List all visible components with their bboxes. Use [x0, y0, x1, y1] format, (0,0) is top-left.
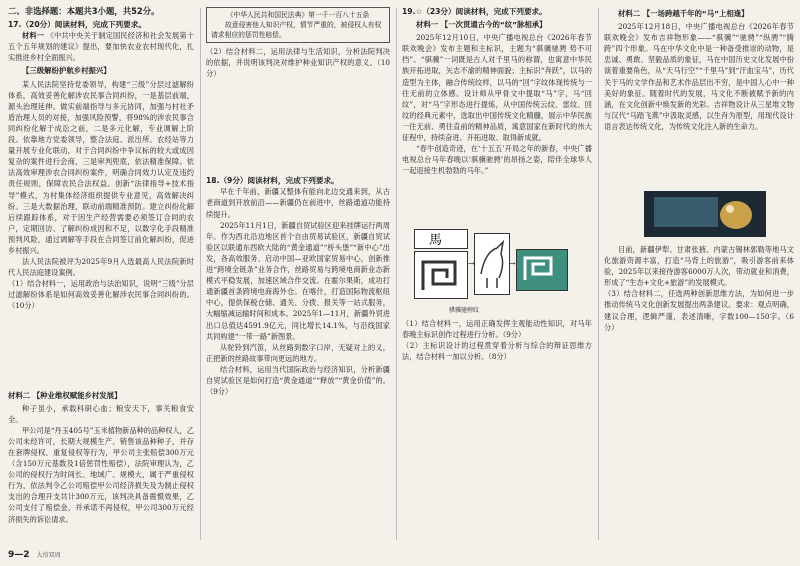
column-3-questions: [402, 318, 592, 362]
law-quote-box: 《中华人民共和国民法典》第一千一百八十五条 故意侵害他人知识产权，情节严重的，被侵权人有权请求相应的惩罚性赔偿。: [206, 7, 390, 43]
horse-sketch-image: [474, 233, 510, 295]
horse-sketch-icon: [475, 234, 509, 294]
q19-question-1: （1）结合材料一，运用正确发挥主观能动性知识，对马年春晚主标识创作过程进行分析。（9分）: [402, 319, 592, 340]
arrow-icon: →: [468, 259, 475, 268]
q17-question-1: （1）结合材料一，运用政治与法治知识，说明“三级”分层过滤解纷体系是如何高效妥善化解涉农民事合同纠纷的。（10分）: [8, 279, 194, 311]
q19-material2-body-2: 目前，新疆伊犁、甘肃张掖、内蒙古锡林郭勒等地马文化旅游资源丰富，打造“马背上的旅游”，吸引游客前来体验，2025年以来接待游客6000万人次，带动就业和消费，形成了“生态+文化+旅游”的发展模式。: [604, 245, 794, 288]
logo-mark-icon: [517, 250, 567, 290]
column-4-lower: [604, 244, 794, 333]
fret-pattern-icon: [415, 252, 467, 298]
q19-material1-title: 材料一 【一次贯通古今的“纹”脉相承】: [416, 20, 547, 30]
q17-material2-quote: 种子虽小，承载科研心血；粮安天下，事关粮食安全。: [8, 403, 194, 424]
mascot-photo: [644, 191, 766, 237]
horse-glyph-icon: [415, 230, 467, 248]
column-2: [206, 6, 390, 397]
column-4: [604, 6, 794, 132]
q19-stem: 19.☆（23分）阅读材料，完成下列要求。: [402, 7, 547, 16]
q17-material1-extra: 法人民法院被评为2025年9月入选最高人民法院新时代人民法庭建设案例。: [8, 257, 194, 278]
column-3: [402, 6, 592, 176]
figure-caption: 骐骥驰骋纹: [449, 307, 480, 314]
q19-material1-body-2: “春牛创造奇迹，在‘十五五’开局之年的新春，中央广播电视总台马年春晚以‘骐骥驰骋’的昂扬之姿，陪伴全球华人一起迎接生机勃勃的马年。”: [402, 144, 592, 176]
q18-body-1: 早在千年前，新疆又整体有能向北边交通来到，从古老商道到开放前沿——新疆仍在前进中，丝路通道功能持续提升。: [206, 187, 390, 219]
section-title: 二、非选择题：本题共3小题，共52分。: [8, 6, 160, 16]
q17-material2-title: 材料二 【种业维权赋能乡村发展】: [8, 390, 122, 400]
page-number: 9—2: [8, 550, 30, 560]
publication-label: 大信双周: [36, 552, 61, 559]
q19-material1-body-1: 2025年12月10日，中央广播电视总台《2026年春节联欢晚会》发布主题和主标识，主题为“骐骥驰骋 势不可挡”。“骐骥”一词既是古人对千里马的称谓，也寓意中华民族开拓进取，矢志不渝的精神面貌；主标识“奔跃”，以马的造型为主体，融合传统纹样，以马的“回”字纹体现传统与一往无前的立体感。设计师从甲骨文中提取“马”字，马“回纹”，对“马”字形态进行提炼，从中国传统云纹、雷纹、回纹的经典元素中，选取出中国传统文化精髓，展示中华民族一往无前、勇往直前的精神品质，寓意国家在新时代的伟大征程中，持续奋进、开拓进取、取得新成就。: [402, 33, 592, 143]
q19-question-3: （3）结合材料二，任选两种创新思维方法，为如何进一步推动传统马文化创新发展提出两条建议。要求：观点明确，建议合理，逻辑严谨，表述清晰，字数100—150字。（6分）: [604, 289, 794, 332]
q17-question-2: （2）结合材料二，运用法律与生活知识，分析法院判决的依据，并说明该判决对维护种业知识产权的意义。（10分）: [206, 47, 390, 79]
svg-text:馬: 馬: [429, 233, 443, 248]
q17-material1-head: 材料一: [22, 31, 45, 41]
q17-material2-body: 甲公司是“丹玉405号”玉米植物新品种的品种权人，乙公司未经许可，长期大规模生产、销售该品种种子，并存在套牌侵权、重复侵权等行为，甲公司主张赔偿300万元（含150万元基数及1倍惩罚性赔偿），法院审理认为，乙公司的侵权行为时间长、地域广、规模大，属于严重侵权行为，依法判令乙公司赔偿甲公司经济损失及为制止侵权支出的合理开支共计300万元，该判决具备震慑效果，乙公司支付了赔偿金，并承诺不再侵权，甲公司300万元经济损失的诉讼请求。: [8, 425, 195, 524]
q17-material1-body: 某人民法院坚持党委领导，构建“三级”分层过滤解纷体系，高效妥善化解涉农民事合同纠纷，一是基层前端，源头治理延伸。做实前端指导与多元协同，加强与村社矛盾治理人员的对接，加强风险预警，将98%的涉农民事合同纠纷化解于成讼之前，二是多元化解，专业调解上阶段。依靠地方党委领导，整合法庭、派出所、农经站等力量开展专业化联动，对于合同纠纷中争议标的较大或成因复杂的案件进行会商，三是审判兜底，依法精准保障。依法高效审理涉农合同纠纷案件，明确合同效力认定及违约责任规则，保障农民合法权益。创新“法律指导+技术指导”模式，为村集体经济组织提供专业意见，高效解决纠纷。三是大数据治理，联动前端精准预防。建立纠纷化解后续跟踪体系，对于因生产经营需要必须签订合同的农户，定期回访、了解纠纷成因和不足，以数字化手段精准预判风险，通过调解等手段在合同签订前化解纠纷，促进乡村振兴。: [8, 79, 194, 255]
q18-stem: 18.（9分）阅读材料，完成下列要求。: [206, 176, 339, 186]
mascot-image-icon: [644, 191, 766, 237]
q18-body-3: 从驼铃到汽笛，从丝路到数字口岸，无疑对上的义，正把新的丝路故事带向更远的地方。: [206, 342, 390, 363]
page-footer: [8, 550, 61, 560]
q17-stem: 17.（20分）阅读材料，完成下列要求。: [8, 20, 146, 30]
column-1: [8, 6, 194, 525]
q19-question-2: （2）主标识设计的过程贯穿着分析与综合的辩证思维方法，结合材料一加以分析。（8分）: [402, 341, 592, 362]
q17-material1-intro: 材料一 《中共中央关于制定国民经济和社会发展第十五个五年规划的建议》提出，要加快农业农村现代化，扎实推进乡村全面振兴。: [8, 31, 194, 63]
oracle-bone-horse-image: [414, 229, 468, 249]
q19-material2-body-1: 2025年12月18日，中央广播电视总台《2026年春节联欢晚会》发布吉祥物形象——“骐骥”“驰骋”“纵骋”“腾跨”四个形象。马在中华文化中是一种备受推崇的动物，是忠诚、勇敢、坚毅品质的象征，马在中国历史文化发展中扮演着重要角色，从“天马行空”“千里马”到“汗血宝马”，历代关于马的文学作品和艺术作品层出不穷，是中国人心中一种美好的象征。随着时代的发展，马文化不断被赋予新的内涵，在文化创新中焕发新的光彩。吉祥物设计从三星堆文物与汉代“马踏飞燕”中汲取灵感，以生肖为原型，用现代设计语言表达传统文化，为传统文化注入新的生命力。: [604, 22, 794, 131]
pattern-image: [414, 251, 468, 299]
final-logo-image: [516, 249, 568, 291]
q19-material2-title: 材料二 【一场跨越千年的“马”上相逢】: [618, 9, 749, 18]
q18-body-2: 2025年11月1日，新疆自贸试验区迎来挂牌运行两周年。作为西北沿边地区首个自由贸易试验区，新疆自贸试验区以联通东西欧大陆的“黄金通道”“桥头堡”“新中心”出发，各高效服务、启动中国—亚欧国家贸易中心，创新推进“跨境全链条”业务合作，丝路贸易与跨境电商新业态新模式平稳发展，加速区域合作交流。在霍尔果斯，成功打通新疆首条跨境电商海外仓。在喀什，打造国际物流枢纽中心，提供保税仓储、通关、分拨、报关等一站式服务，大幅缩减运输时间和成本。2025年1—11月，新疆外贸进出口总值达4591.9亿元，同比增长14.1%，与沿线国家共同构建“一带一路”新图景。: [206, 220, 390, 341]
q18-question: 结合材料，运用当代国际政治与经济知识，分析新疆自贸试验区是如何打造“黄金通道”“释放”“黄金价值”的。（9分）: [206, 364, 390, 397]
logo-design-figure: [414, 229, 569, 305]
q17-material1-title: 【三级解纷护航乡村振兴】: [22, 66, 111, 76]
arrow-icon: →: [509, 259, 516, 268]
